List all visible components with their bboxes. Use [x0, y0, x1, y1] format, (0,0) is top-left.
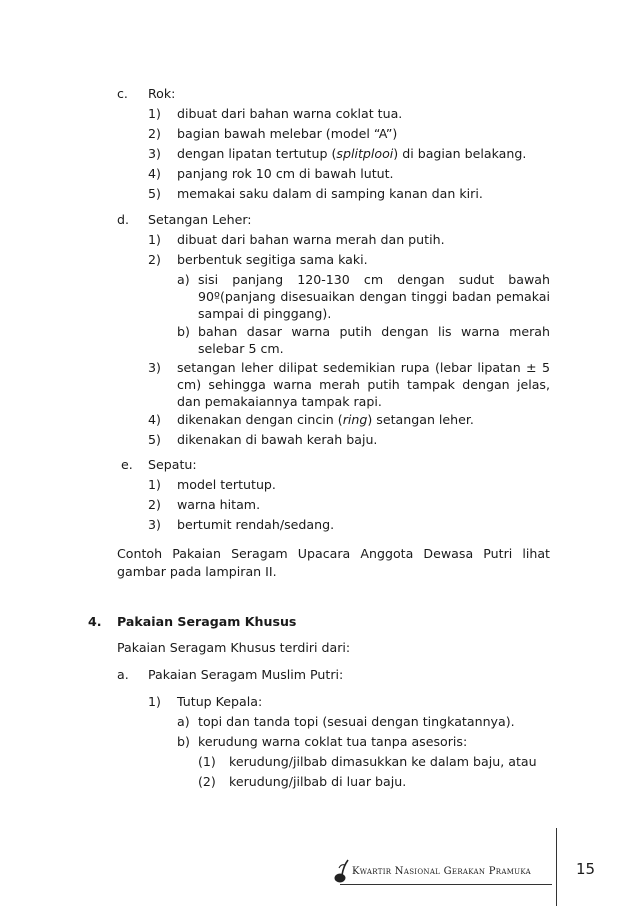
footer-divider [340, 884, 552, 885]
list-marker: 4) [148, 412, 161, 427]
list-item: memakai saku dalam di samping kanan dan kiri. [177, 186, 483, 201]
paragraph-line: sisi panjang 120-130 cm dengan sudut bawah [198, 272, 550, 287]
item-title: Sepatu: [148, 457, 197, 472]
list-item: dibuat dari bahan warna coklat tua. [177, 106, 403, 121]
list-marker: 3) [148, 360, 161, 375]
list-marker: c. [117, 86, 128, 101]
paragraph-line: selebar 5 cm. [198, 341, 284, 356]
list-marker: e. [121, 457, 133, 472]
list-item: warna hitam. [177, 497, 261, 512]
list-marker: 3) [148, 517, 161, 532]
list-marker: a) [177, 714, 190, 729]
list-item: panjang rok 10 cm di bawah lutut. [177, 166, 394, 181]
list-item: dikenakan di bawah kerah baju. [177, 432, 378, 447]
list-marker: 2) [148, 497, 161, 512]
paragraph-line: bahan dasar warna putih dengan lis warna merah [198, 324, 550, 339]
paragraph-line: 90º(panjang disesuaikan dengan tinggi badan pemakai [198, 289, 550, 304]
item-title: Tutup Kepala: [177, 694, 263, 709]
list-item: kerudung/jilbab di luar baju. [229, 774, 407, 789]
list-item: kerudung/jilbab dimasukkan ke dalam baju, atau [229, 754, 537, 769]
paragraph-line: setangan leher dilipat sedemikian rupa (lebar lipatan ± 5 [177, 360, 550, 375]
list-marker: 1) [148, 477, 161, 492]
list-item: topi dan tanda topi (sesuai dengan tingkatannya). [198, 714, 515, 729]
item-title: Rok: [148, 86, 176, 101]
list-item: kerudung warna coklat tua tanpa asesoris: [198, 734, 468, 749]
list-item: model tertutup. [177, 477, 276, 492]
list-marker: d. [117, 212, 129, 227]
footer-organization: Kwartir Nasional Gerakan Pramuka [352, 866, 531, 877]
list-marker: a. [117, 667, 129, 682]
list-marker: 1) [148, 694, 161, 709]
list-item: dibuat dari bahan warna merah dan putih. [177, 232, 445, 247]
section-heading: Pakaian Seragam Khusus [117, 614, 297, 629]
list-marker: (2) [198, 774, 216, 789]
list-item: dengan lipatan tertutup (splitplooi) di bagian belakang. [177, 146, 527, 161]
item-title: Pakaian Seragam Muslim Putri: [148, 667, 344, 682]
paragraph-line: Contoh Pakaian Seragam Upacara Anggota Dewasa Putri lihat [117, 546, 550, 561]
list-marker: 2) [148, 126, 161, 141]
pramuka-tunas-kelapa-icon [332, 858, 350, 884]
list-item: bertumit rendah/sedang. [177, 517, 335, 532]
list-marker: 3) [148, 146, 161, 161]
list-item: bagian bawah melebar (model “A”) [177, 126, 398, 141]
list-item: dikenakan dengan cincin (ring) setangan leher. [177, 412, 474, 427]
list-marker: 4) [148, 166, 161, 181]
paragraph-line: gambar pada lampiran II. [117, 564, 277, 579]
list-marker: 1) [148, 232, 161, 247]
list-marker: 5) [148, 432, 161, 447]
paragraph-line: cm) sehingga warna merah putih tampak dengan jelas, [177, 377, 550, 392]
paragraph-line: Pakaian Seragam Khusus terdiri dari: [117, 640, 351, 655]
list-marker: (1) [198, 754, 216, 769]
page-number: 15 [576, 860, 596, 878]
list-item: berbentuk segitiga sama kaki. [177, 252, 368, 267]
list-marker: 5) [148, 186, 161, 201]
item-title: Setangan Leher: [148, 212, 252, 227]
list-marker: b) [177, 324, 190, 339]
paragraph-line: dan pemakaiannya tampak rapi. [177, 394, 382, 409]
list-marker: 1) [148, 106, 161, 121]
section-number: 4. [88, 614, 102, 629]
list-marker: 2) [148, 252, 161, 267]
footer-vertical-divider [556, 828, 557, 906]
list-marker: b) [177, 734, 190, 749]
paragraph-line: sampai di pinggang). [198, 306, 332, 321]
list-marker: a) [177, 272, 190, 287]
